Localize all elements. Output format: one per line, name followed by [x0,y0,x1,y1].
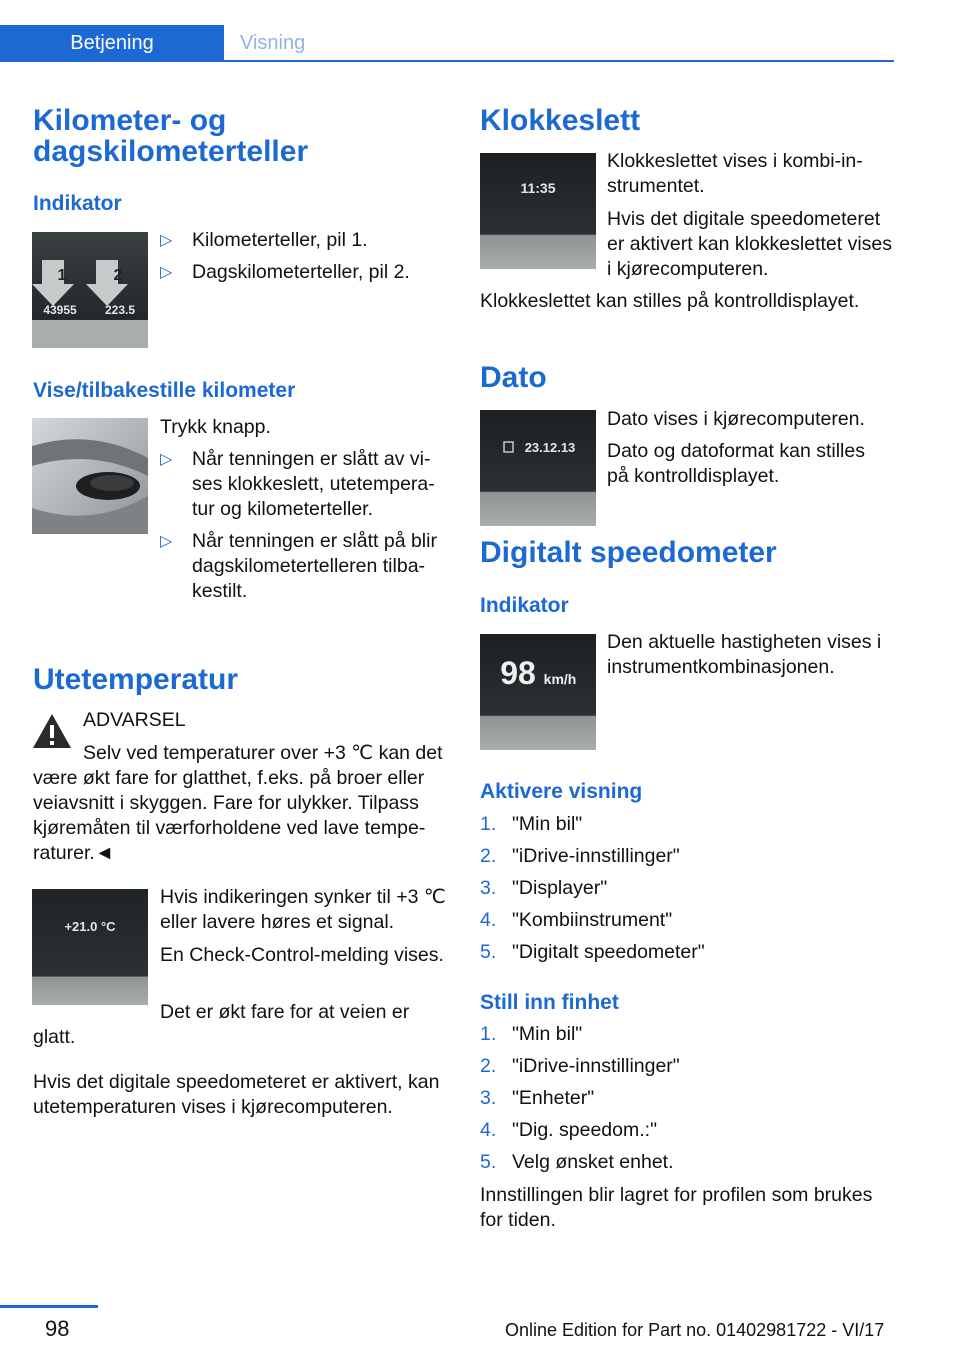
temperature-image [32,889,148,1005]
unit-steps [480,1022,900,1182]
speedometer-image [480,634,596,750]
temp-paragraph-2: En Check-Control-melding vises. [160,944,444,966]
clock-paragraph-1: Klokkeslettet vises i kombi-instrumentet. [607,150,863,197]
heading-clock: Klokkeslett [480,104,641,137]
speedometer-paragraph: Den aktuelle hastigheten vises i instrumentkombinasjonen. [607,631,882,678]
heading-indikator-right: Indikator [480,594,569,617]
clock-paragraph-3: Klokkeslettet kan stilles på kontrolldisplayet. [480,290,860,312]
activate-steps [480,812,900,972]
list-item: 5. Velg ønsket enhet. [480,1151,674,1173]
odometer-list [160,228,450,292]
tab-visning[interactable]: Visning [240,32,306,54]
date-paragraph-2: Dato og datoformat kan stilles på kontrolldisplayet. [607,440,865,487]
warning-icon [32,712,72,750]
speed-unit: km/h [543,671,577,687]
heading-activate-display: Aktivere visning [480,780,643,803]
triangle-bullet-icon: ▷ [160,451,173,468]
reset-list [160,447,450,611]
heading-date: Dato [480,361,547,394]
date-paragraph-1: Dato vises i kjørecomputeren. [607,408,865,430]
temp-paragraph-3-end: glatt. [33,1026,76,1048]
list-item: 4. "Dig. speedom.:" [480,1119,657,1141]
temp-paragraph-3: Det er økt fare for at veien er [160,1001,410,1023]
list-item: ▷ Dagskilometerteller, pil 2. [160,261,410,283]
warning-text: være økt fare for glatthet, f.eks. på broer eller veiavsnitt i skyggen. Fare for ulykker. Tilpass kjøremåten til værforholdene ved lave temperaturer.◄ [33,767,426,864]
list-item: 3. "Displayer" [480,877,608,899]
temp-paragraph-4: Hvis det digitale speedometeret er aktivert, kan utetemperaturen vises i kjørecomputeren. [33,1071,440,1118]
list-item: 5. "Digitalt speedometer" [480,941,705,963]
heading-reset: Vise/tilbakestille kilometer [33,379,296,402]
odometer-image [32,232,148,348]
odometer-arrow-1-label: 1 [57,267,67,284]
list-item: 2. "iDrive-innstillinger" [480,1055,680,1077]
warning-label: ADVARSEL [83,709,186,731]
list-item: 4. "Kombiinstrument" [480,909,673,931]
list-item: 3. "Enheter" [480,1087,595,1109]
date-readout: 23.12.13 [524,440,576,455]
heading-set-unit: Still inn finhet [480,991,619,1014]
odometer-arrow-2-label: 2 [113,267,123,284]
triangle-bullet-icon: ▷ [160,232,173,249]
speed-value: 98 [500,655,536,691]
heading-outside-temp: Utetemperatur [33,663,239,696]
page-number: 98 [45,1316,70,1341]
list-item: ▷ Når tenningen er slått av vises klokkeslett, utetemperatur og kilometerteller. [160,448,435,520]
trip-value: 223.5 [104,303,136,317]
list-item: ▷ Når tenningen er slått på blir dagskilometertelleren tilbakestilt. [160,530,437,602]
heading-digital-speedometer: Digitalt speedometer [480,536,777,569]
list-item: 2. "iDrive-innstillinger" [480,845,680,867]
heading-indikator-left: Indikator [33,192,122,215]
footer-edition: Online Edition for Part no. 01402981722 - VI/17 [505,1320,885,1340]
footer-rule [0,1305,98,1308]
reset-button-image [32,418,148,534]
list-item: ▷ Kilometerteller, pil 1. [160,229,368,251]
odometer-value: 43955 [43,303,77,317]
list-item: 1. "Min bil" [480,813,583,835]
triangle-bullet-icon: ▷ [160,264,173,281]
clock-image [480,153,596,269]
list-item: 1. "Min bil" [480,1023,583,1045]
header-divider [0,60,894,62]
triangle-bullet-icon: ▷ [160,533,173,550]
clock-paragraph-2: Hvis det digitale speedometeret er aktivert kan klokkeslettet vises i kjørecomputeren. [607,208,893,280]
warning-text-first-line: Selv ved temperaturer over +3 ℃ kan det [83,742,443,764]
temperature-readout: +21.0 °C [64,919,116,934]
tab-betjening[interactable]: Betjening [0,25,224,61]
press-button-text: Trykk knapp. [160,416,271,438]
clock-readout: 11:35 [520,180,556,196]
heading-odometer: Kilometer- og dagskilometerteller [33,104,309,168]
date-image [480,410,596,526]
unit-paragraph: Innstillingen blir lagret for profilen som brukes for tiden. [480,1184,873,1231]
temp-paragraph-1: Hvis indikeringen synker til +3 ℃ eller lavere høres et signal. [160,886,446,933]
